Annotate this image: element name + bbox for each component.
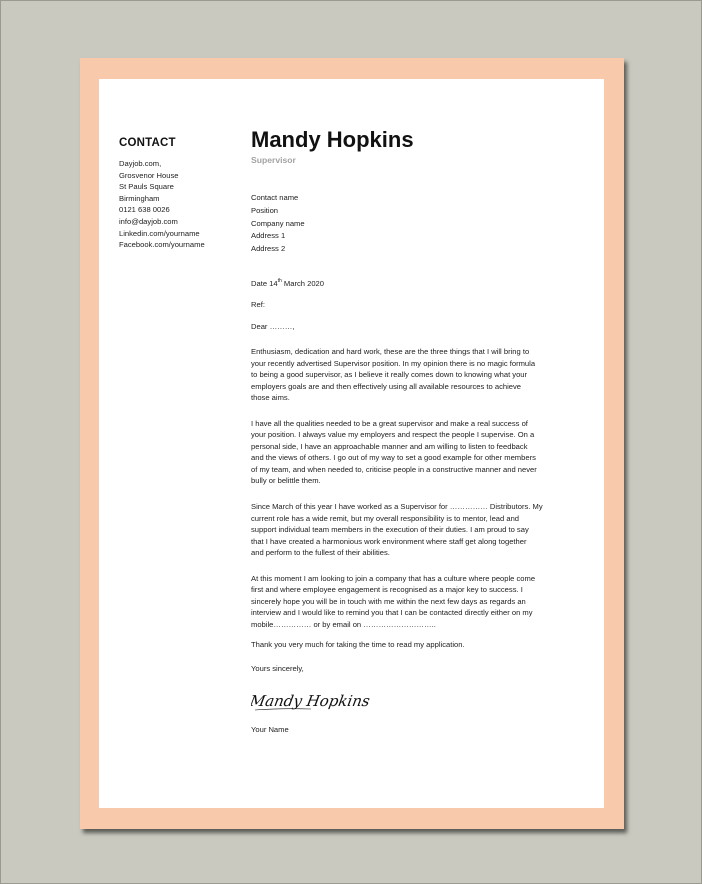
paragraph-line: interview and I would like to remind you that I can be contacted directly either on my — [251, 608, 533, 618]
contact-facebook: Facebook.com/yourname — [119, 240, 205, 250]
paragraph-line: and the views of others. I go out of my way to set a good example for other members — [251, 453, 536, 463]
paragraph-3 — [251, 501, 586, 559]
recipient-company: Company name — [251, 218, 305, 228]
letter-ref: Ref: — [251, 299, 265, 309]
paragraph-line: support individual team members in the execution of their duties. I am proud to say — [251, 525, 529, 535]
applicant-name: Mandy Hopkins — [251, 127, 414, 152]
paragraph-line: and perform to the fullest of their abilities. — [251, 548, 390, 558]
paragraph-line: first and where employee engagement is recognised as a major key to success. I — [251, 585, 523, 595]
contact-city: Birmingham — [119, 193, 160, 203]
contact-building: Grosvenor House — [119, 170, 179, 180]
contact-company: Dayjob.com, — [119, 159, 162, 168]
thanks-line: Thank you very much for taking the time to read my application. — [251, 640, 465, 650]
paragraph-line: At this moment I am looking to join a company that has a culture where people come — [251, 573, 536, 583]
paragraph-line: to being a good supervisor, as I believe it really comes down to knowing what your — [251, 370, 528, 380]
letter-salutation: Dear ………, — [251, 321, 295, 331]
recipient-address — [251, 192, 586, 256]
your-name-line: Your Name — [251, 725, 289, 735]
paragraph-line: that I have created a harmonious work environment where staff get along together — [251, 536, 527, 546]
letter-date — [251, 279, 586, 289]
paragraph-4 — [251, 573, 586, 631]
letter-body — [251, 127, 586, 735]
paragraph-line: Enthusiasm, dedication and hard work, these are the three things that I will bring to — [251, 346, 530, 356]
closing-line: Yours sincerely, — [251, 664, 304, 674]
contact-sidebar — [119, 137, 239, 251]
contact-email: info@dayjob.com — [119, 216, 178, 226]
signature-text: Mandy Hopkins — [251, 692, 371, 710]
contact-phone: 0121 638 0026 — [119, 205, 170, 215]
contact-street: St Pauls Square — [119, 182, 174, 192]
paragraph-line: current role has a wide remit, but my overall responsibility is to mentor, lead and — [251, 513, 520, 523]
document-border — [80, 58, 624, 829]
contact-linkedin: Linkedin.com/yourname — [119, 228, 200, 238]
paragraph-line: employers goals are and then effectively using all available resources to achieve — [251, 381, 522, 391]
paragraph-2 — [251, 418, 586, 487]
paragraph-line: Since March of this year I have worked as a Supervisor for …………… Distributors. My — [251, 502, 543, 511]
cover-letter-page — [99, 79, 604, 808]
date-ordinal: th — [277, 277, 282, 284]
contact-heading: CONTACT — [119, 137, 176, 149]
date-prefix: Date 14 — [251, 278, 278, 288]
paragraph-line: bully or belittle them. — [251, 476, 321, 486]
paragraph-line: your position. I always value my employers and respect the people I supervise. On a — [251, 430, 535, 440]
paragraph-line: of my team, and when needed to, criticise people in a constructive manner and never — [251, 464, 537, 474]
paragraph-line: sincerely hope you will be in touch with me within the next few days as regards an — [251, 596, 526, 606]
paragraph-line: mobile…………… or by email on ……………………….. — [251, 619, 436, 629]
recipient-position: Position — [251, 205, 279, 215]
recipient-address-2: Address 2 — [251, 244, 286, 254]
recipient-address-1: Address 1 — [251, 231, 286, 241]
applicant-role: Supervisor — [251, 155, 296, 165]
paragraph-line: personal side, I have an approachable manner and am willing to listen to feedback — [251, 441, 528, 451]
date-rest: March 2020 — [281, 278, 324, 288]
paragraph-line: those aims. — [251, 393, 290, 403]
paragraph-line: I have all the qualities needed to be a great supervisor and make a real success of — [251, 418, 528, 428]
paragraph-line: your recently advertised Supervisor position. In my opinion there is no magic formula — [251, 358, 536, 368]
recipient-contact-name: Contact name — [251, 193, 299, 202]
paragraph-1 — [251, 346, 586, 404]
signature-image — [251, 684, 371, 714]
